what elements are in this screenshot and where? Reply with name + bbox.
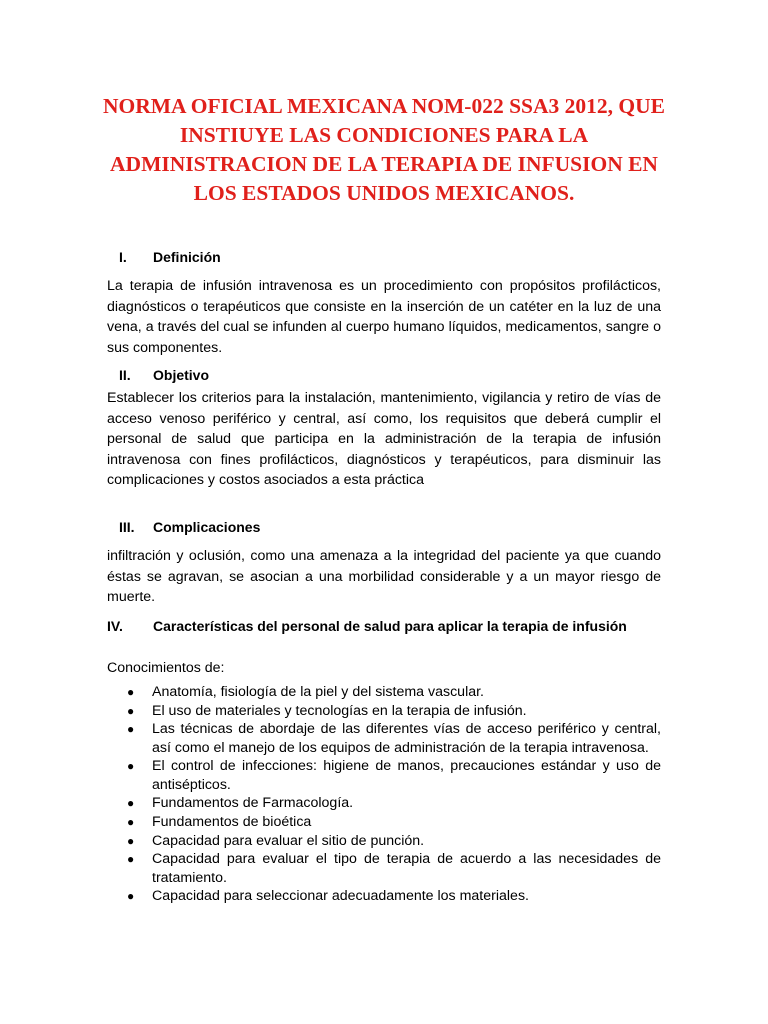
section-number: IV. <box>107 618 123 634</box>
section-paragraph-definicion: La terapia de infusión intravenosa es un procedimiento con propósitos profilácticos, diagnósticos o terapéuticos que consiste en la inserción de un catéter en la luz de una vena, a través del cual se infunden al cuerpo humano líquidos, medicamentos, sangre o sus componentes. <box>107 278 661 356</box>
section-paragraph-objetivo: Establecer los criterios para la instalación, mantenimiento, vigilancia y retiro de vías de acceso venoso periférico y central, así como, los requisitos que deberá cumplir el personal de salud que participa en la administración de la terapia de infusión intravenosa con fines profilácticos, diagnósticos y terapéuticos, para disminuir las complicaciones y costos asociados a esta práctica <box>107 390 661 488</box>
bullet-icon: ● <box>127 759 135 774</box>
section-title: Características del personal de salud para aplicar la terapia de infusión <box>153 618 627 634</box>
bullet-icon: ● <box>127 703 135 718</box>
list-item: ● El control de infecciones: higiene de manos, precauciones estándar y uso de antisépticos. <box>107 757 661 793</box>
section-number: II. <box>119 367 131 383</box>
bullet-icon: ● <box>127 889 135 904</box>
section-number: I. <box>119 249 127 265</box>
bullet-icon: ● <box>127 685 135 699</box>
list-item: ● Capacidad para evaluar el sitio de punción. <box>107 832 661 850</box>
bullet-icon: ● <box>127 833 135 848</box>
section-heading-complicaciones <box>107 519 260 536</box>
list-item: ● Fundamentos de bioética <box>107 813 661 831</box>
bullet-icon: ● <box>127 852 135 867</box>
section-title: Complicaciones <box>153 519 261 535</box>
section-heading-caracteristicas <box>107 618 661 635</box>
bullet-icon: ● <box>127 722 135 737</box>
list-item: ● Las técnicas de abordaje de las diferentes vías de acceso periférico y central, así como el manejo de los equipos de administración de la terapia intravenosa. <box>107 720 661 756</box>
bullet-icon: ● <box>127 796 135 811</box>
section-title: Definición <box>153 249 221 265</box>
document-title: NORMA OFICIAL MEXICANA NOM-022 SSA3 2012, QUE INSTIUYE LAS CONDICIONES PARA LA ADMINISTRACION DE LA TERAPIA DE INFUSION EN LOS ESTADOS UNIDOS MEXICANOS. <box>102 94 665 205</box>
list-item: ● Anatomía, fisiología de la piel y del sistema vascular. <box>107 683 661 701</box>
knowledge-list <box>107 683 661 906</box>
section-heading-objetivo <box>107 367 209 384</box>
section-number: III. <box>119 519 135 535</box>
list-item: ● Capacidad para evaluar el tipo de terapia de acuerdo a las necesidades de tratamiento. <box>107 850 661 886</box>
section-title: Objetivo <box>153 367 210 383</box>
list-item: ● Fundamentos de Farmacología. <box>107 794 661 812</box>
section-heading-definicion <box>107 249 221 266</box>
list-item: ● Capacidad para seleccionar adecuadamente los materiales. <box>107 887 661 905</box>
list-item: ● El uso de materiales y tecnologías en la terapia de infusión. <box>107 702 661 720</box>
bullet-icon: ● <box>127 814 135 829</box>
section-intro-conocimientos: Conocimientos de: <box>107 660 225 676</box>
section-paragraph-complicaciones: infiltración y oclusión, como una amenaza a la integridad del paciente ya que cuando éstas se agravan, se asocian a una morbilidad considerable y a un mayor riesgo de muerte. <box>107 548 661 605</box>
